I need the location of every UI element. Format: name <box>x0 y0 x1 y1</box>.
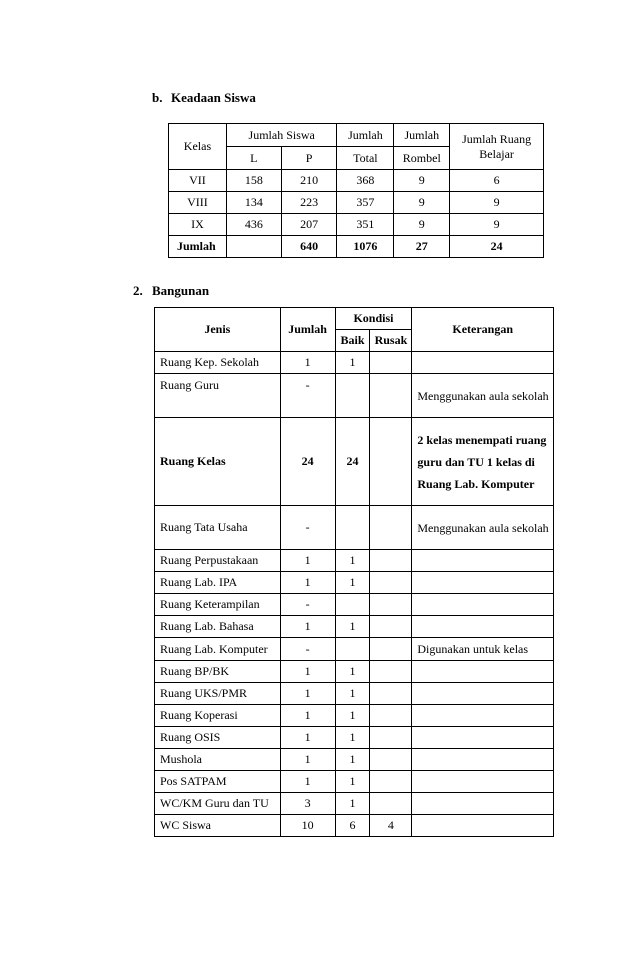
section-title: Keadaan Siswa <box>171 90 256 105</box>
cell-baik: 1 <box>335 705 370 727</box>
cell-baik: 1 <box>335 550 370 572</box>
cell-jumlah: - <box>280 594 335 616</box>
table-row <box>169 170 544 192</box>
cell-jenis: Ruang Kep. Sekolah <box>155 352 281 374</box>
table-row <box>155 594 554 616</box>
cell-jumlah: - <box>280 638 335 661</box>
table-cell: VIII <box>169 192 227 214</box>
cell-rusak: 4 <box>370 815 412 837</box>
cell-baik <box>335 374 370 418</box>
header-rombel: Rombel <box>394 147 450 170</box>
cell-baik: 1 <box>335 683 370 705</box>
total-cell: 27 <box>394 236 450 258</box>
cell-jumlah: 10 <box>280 815 335 837</box>
table-row <box>155 550 554 572</box>
cell-jumlah: 1 <box>280 771 335 793</box>
cell-jenis: Mushola <box>155 749 281 771</box>
total-cell: Jumlah <box>169 236 227 258</box>
header-jumlah: Jumlah <box>280 308 335 352</box>
cell-jumlah: 1 <box>280 572 335 594</box>
cell-ket: Menggunakan aula sekolah <box>412 374 554 418</box>
cell-ket <box>412 594 554 616</box>
header-kelas: Kelas <box>169 124 227 170</box>
section-number: 2. <box>133 283 143 298</box>
table-row <box>155 683 554 705</box>
cell-ket <box>412 749 554 771</box>
header-l: L <box>226 147 281 170</box>
cell-rusak <box>370 594 412 616</box>
cell-baik: 1 <box>335 352 370 374</box>
table-cell: 134 <box>226 192 281 214</box>
header-baik: Baik <box>335 330 370 352</box>
total-cell: 24 <box>450 236 544 258</box>
table-row <box>155 815 554 837</box>
total-cell: 1076 <box>337 236 394 258</box>
cell-jumlah: 1 <box>280 683 335 705</box>
cell-jumlah: - <box>280 506 335 550</box>
cell-jenis: Ruang Lab. IPA <box>155 572 281 594</box>
table-cell: 9 <box>394 192 450 214</box>
cell-ket <box>412 727 554 749</box>
cell-jumlah: 1 <box>280 550 335 572</box>
cell-baik: 6 <box>335 815 370 837</box>
table-row <box>155 418 554 506</box>
cell-rusak <box>370 572 412 594</box>
cell-rusak <box>370 616 412 638</box>
cell-rusak <box>370 506 412 550</box>
cell-jumlah: 1 <box>280 727 335 749</box>
table-row <box>155 506 554 550</box>
total-row <box>169 236 544 258</box>
cell-rusak <box>370 793 412 815</box>
header-keterangan: Keterangan <box>412 308 554 352</box>
table-cell: 9 <box>450 214 544 236</box>
table-cell: 9 <box>450 192 544 214</box>
table-row <box>155 705 554 727</box>
table-row <box>155 572 554 594</box>
cell-rusak <box>370 374 412 418</box>
cell-baik <box>335 638 370 661</box>
cell-jenis: Pos SATPAM <box>155 771 281 793</box>
cell-baik: 1 <box>335 661 370 683</box>
cell-rusak <box>370 550 412 572</box>
table-cell: 368 <box>337 170 394 192</box>
cell-baik: 1 <box>335 771 370 793</box>
cell-jenis: Ruang Koperasi <box>155 705 281 727</box>
cell-baik: 24 <box>335 418 370 506</box>
header-jenis: Jenis <box>155 308 281 352</box>
header-jumlah-siswa: Jumlah Siswa <box>226 124 337 147</box>
cell-jenis: Ruang Lab. Komputer <box>155 638 281 661</box>
header-jumlah-rombel-1: Jumlah <box>394 124 450 147</box>
cell-rusak <box>370 352 412 374</box>
cell-baik: 1 <box>335 572 370 594</box>
cell-jenis: Ruang OSIS <box>155 727 281 749</box>
table-row <box>169 214 544 236</box>
header-kondisi: Kondisi <box>335 308 412 330</box>
table-row <box>155 771 554 793</box>
cell-baik: 1 <box>335 616 370 638</box>
cell-baik: 1 <box>335 727 370 749</box>
header-jumlah-ruang: Jumlah Ruang Belajar <box>450 124 544 170</box>
table-cell: 9 <box>394 214 450 236</box>
cell-rusak <box>370 638 412 661</box>
cell-ket: Menggunakan aula sekolah <box>412 506 554 550</box>
cell-ket <box>412 683 554 705</box>
cell-baik: 1 <box>335 749 370 771</box>
table-row <box>155 638 554 661</box>
cell-ket <box>412 550 554 572</box>
table-row <box>155 616 554 638</box>
table-row <box>155 374 554 418</box>
cell-jenis: Ruang Lab. Bahasa <box>155 616 281 638</box>
table-cell: IX <box>169 214 227 236</box>
cell-rusak <box>370 771 412 793</box>
cell-jenis: Ruang BP/BK <box>155 661 281 683</box>
table-cell: 9 <box>394 170 450 192</box>
cell-ket <box>412 771 554 793</box>
header-jumlah-total-1: Jumlah <box>337 124 394 147</box>
table-row <box>155 793 554 815</box>
cell-ket <box>412 661 554 683</box>
section-heading-keadaan-siswa <box>152 90 256 106</box>
cell-jumlah: 1 <box>280 749 335 771</box>
table-row <box>155 352 554 374</box>
cell-ket: Digunakan untuk kelas <box>412 638 554 661</box>
cell-jenis: Ruang Perpustakaan <box>155 550 281 572</box>
cell-rusak <box>370 749 412 771</box>
header-rusak: Rusak <box>370 330 412 352</box>
table-cell: 436 <box>226 214 281 236</box>
cell-jenis: Ruang Kelas <box>155 418 281 506</box>
table-row <box>155 727 554 749</box>
table-row <box>155 661 554 683</box>
cell-jumlah: 1 <box>280 352 335 374</box>
cell-jenis: Ruang Guru <box>155 374 281 418</box>
student-table <box>168 123 544 258</box>
cell-jumlah: - <box>280 374 335 418</box>
total-cell: 640 <box>281 236 337 258</box>
cell-ket: 2 kelas menempati ruang guru dan TU 1 kelas di Ruang Lab. Komputer <box>412 418 554 506</box>
section-title: Bangunan <box>152 283 210 298</box>
section-heading-bangunan <box>133 283 209 299</box>
table-cell: 351 <box>337 214 394 236</box>
cell-jumlah: 1 <box>280 705 335 727</box>
cell-baik <box>335 594 370 616</box>
cell-jenis: WC/KM Guru dan TU <box>155 793 281 815</box>
cell-ket <box>412 815 554 837</box>
table-cell: 357 <box>337 192 394 214</box>
cell-rusak <box>370 683 412 705</box>
cell-jenis: WC Siswa <box>155 815 281 837</box>
header-p: P <box>281 147 337 170</box>
cell-jumlah: 1 <box>280 616 335 638</box>
table-cell: 223 <box>281 192 337 214</box>
cell-baik <box>335 506 370 550</box>
cell-jumlah: 3 <box>280 793 335 815</box>
cell-ket <box>412 352 554 374</box>
cell-rusak <box>370 727 412 749</box>
cell-jenis: Ruang Tata Usaha <box>155 506 281 550</box>
building-table <box>154 307 554 837</box>
table-cell: VII <box>169 170 227 192</box>
cell-rusak <box>370 418 412 506</box>
table-row <box>155 749 554 771</box>
cell-jumlah: 24 <box>280 418 335 506</box>
cell-rusak <box>370 661 412 683</box>
header-total: Total <box>337 147 394 170</box>
table-cell: 6 <box>450 170 544 192</box>
cell-jenis: Ruang Keterampilan <box>155 594 281 616</box>
table-cell: 158 <box>226 170 281 192</box>
cell-rusak <box>370 705 412 727</box>
table-row <box>169 192 544 214</box>
cell-ket <box>412 705 554 727</box>
section-number: b. <box>152 90 163 105</box>
table-cell: 210 <box>281 170 337 192</box>
cell-baik: 1 <box>335 793 370 815</box>
cell-jenis: Ruang UKS/PMR <box>155 683 281 705</box>
total-cell <box>226 236 281 258</box>
cell-jumlah: 1 <box>280 661 335 683</box>
cell-ket <box>412 572 554 594</box>
table-cell: 207 <box>281 214 337 236</box>
cell-ket <box>412 616 554 638</box>
cell-ket <box>412 793 554 815</box>
